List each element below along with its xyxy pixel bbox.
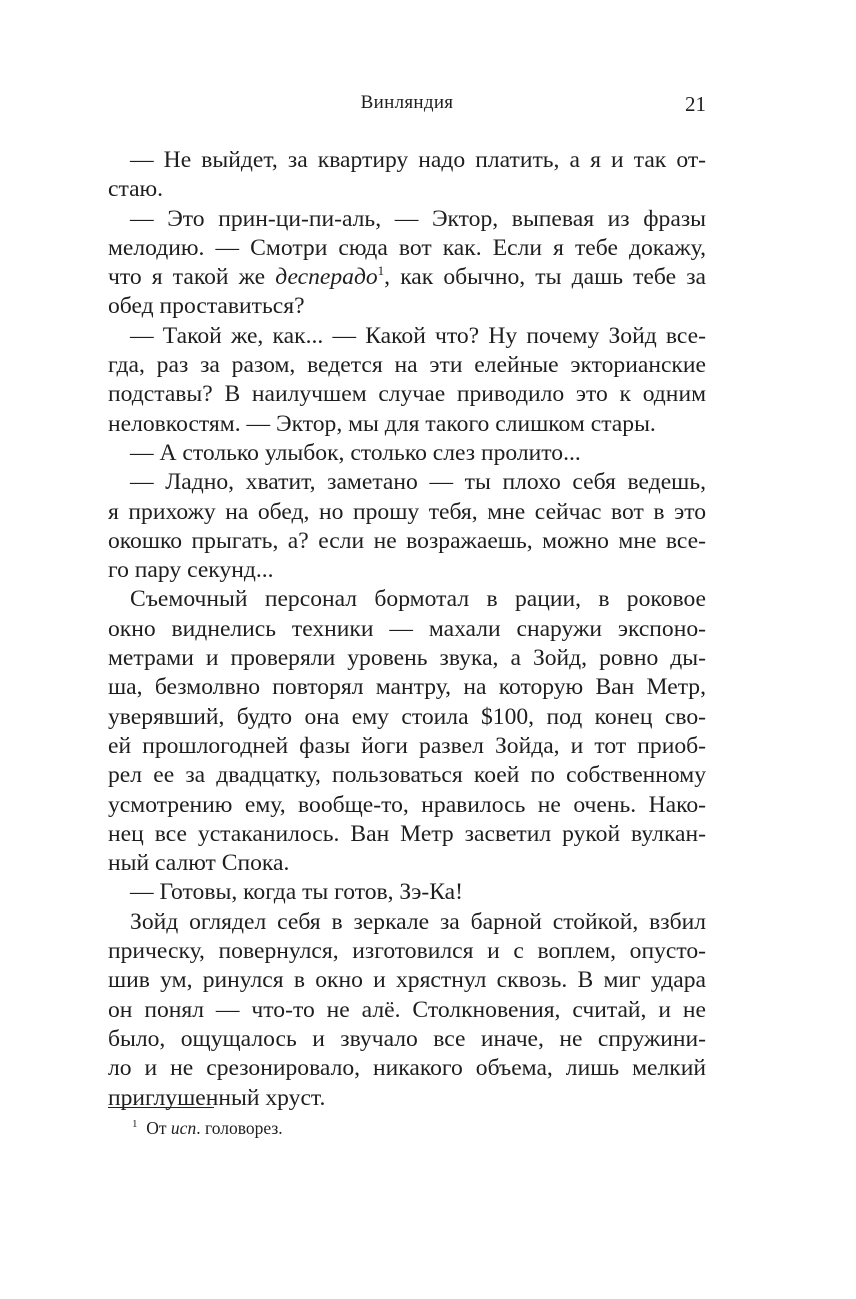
text-line: обед проставиться? xyxy=(108,293,305,320)
text-line: окно виднелись техники — махали снаружи экспоно- xyxy=(108,615,706,642)
footnote-marker: 1 xyxy=(132,1118,138,1131)
footnote xyxy=(132,1116,283,1140)
text-line: Зойд оглядел себя в зеркале за барной стойкой, взбил xyxy=(130,908,706,935)
text-line: прическу, повернулся, изготовился и с воплем, опусто- xyxy=(108,938,706,965)
text-line: ша, безмолвно повторял мантру, на которую Ван Метр, xyxy=(108,674,706,701)
running-title: Винляндия xyxy=(360,92,454,113)
text-line: — Готовы, когда ты готов, Зэ-Ка! xyxy=(130,879,463,906)
text-line: — Ладно, хватит, заметано — ты плохо себя ведешь, xyxy=(130,469,706,496)
body-text xyxy=(108,146,706,1113)
text-line: было, ощущалось и звучало все иначе, не спружини- xyxy=(108,1025,706,1052)
text-line: ный салют Спока. xyxy=(108,850,290,877)
footnote-reference: 1 xyxy=(377,263,385,279)
footnote-abbr: исп xyxy=(170,1118,197,1138)
dialogue-paragraph xyxy=(108,205,706,322)
text-line: гда, раз за разом, ведется на эти елейные экторианские xyxy=(108,352,706,379)
text-line xyxy=(108,263,706,292)
text-run: , как обычно, ты дашь тебе за xyxy=(384,264,706,291)
footnote-text: . головорез. xyxy=(196,1118,283,1138)
text-line: ей прошлогодней фазы йоги развел Зойда, и тот приоб- xyxy=(108,732,706,759)
dialogue-paragraph xyxy=(108,146,706,205)
dialogue-paragraph xyxy=(108,878,706,907)
text-line: стаю. xyxy=(108,176,164,203)
dialogue-paragraph xyxy=(108,322,706,439)
page-number: 21 xyxy=(685,92,706,116)
text-line: приглушенный хруст. xyxy=(108,1084,326,1111)
text-line: — Не выйдет, за квартиру надо платить, а я и так от- xyxy=(130,147,706,173)
narration-paragraph xyxy=(108,908,706,1113)
text-line: метрами и проверяли уровень звука, а Зойд, ровно ды- xyxy=(108,645,706,672)
text-line: неловкостям. — Эктор, мы для такого слишком стары. xyxy=(108,410,656,437)
dialogue-paragraph xyxy=(108,439,706,468)
text-line: он понял — что-то не алё. Столкновения, считай, и не xyxy=(108,996,706,1023)
footnote-rule xyxy=(108,1107,214,1108)
text-line: мелодию. — Смотри сюда вот как. Если я тебе докажу, xyxy=(108,234,706,261)
text-line: — Такой же, как... — Какой что? Ну почему Зойд все- xyxy=(130,322,706,349)
text-line: — Это прин-ци-пи-аль, — Эктор, выпевая из фразы xyxy=(130,205,706,232)
text-line: я прихожу на обед, но прошу тебя, мне сейчас вот в это xyxy=(108,498,706,525)
text-line: Съемочный персонал бормотал в рации, в роковое xyxy=(130,586,706,613)
text-line: окошко прыгать, а? если не возражаешь, можно мне все- xyxy=(108,527,706,554)
text-line: ло и не срезонировало, никакого объема, лишь мелкий xyxy=(108,1055,706,1082)
text-run: что я такой же xyxy=(108,264,276,291)
text-line: го пару секунд... xyxy=(108,557,274,584)
text-line: усмотрению ему, вообще-то, нравилось не очень. Нако- xyxy=(108,791,706,818)
text-line: нец все устаканилось. Ван Метр засветил рукой вулкан- xyxy=(108,820,706,847)
text-line: — А столько улыбок, столько слез пролито... xyxy=(130,439,581,466)
dialogue-paragraph xyxy=(108,468,706,585)
narration-paragraph xyxy=(108,585,706,878)
footnote-prefix: От xyxy=(146,1118,171,1138)
text-line: уверявший, будто она ему стоила $100, под конец сво- xyxy=(108,703,706,730)
running-head xyxy=(108,92,706,122)
text-line: рел ее за двадцатку, пользоваться коей по собственному xyxy=(108,762,706,789)
italic-term: десперадо xyxy=(275,264,378,291)
text-line: шив ум, ринулся в окно и хрястнул сквозь. В миг удара xyxy=(108,967,706,994)
text-line: подставы? В наилучшем случае приводило это к одним xyxy=(108,381,706,408)
